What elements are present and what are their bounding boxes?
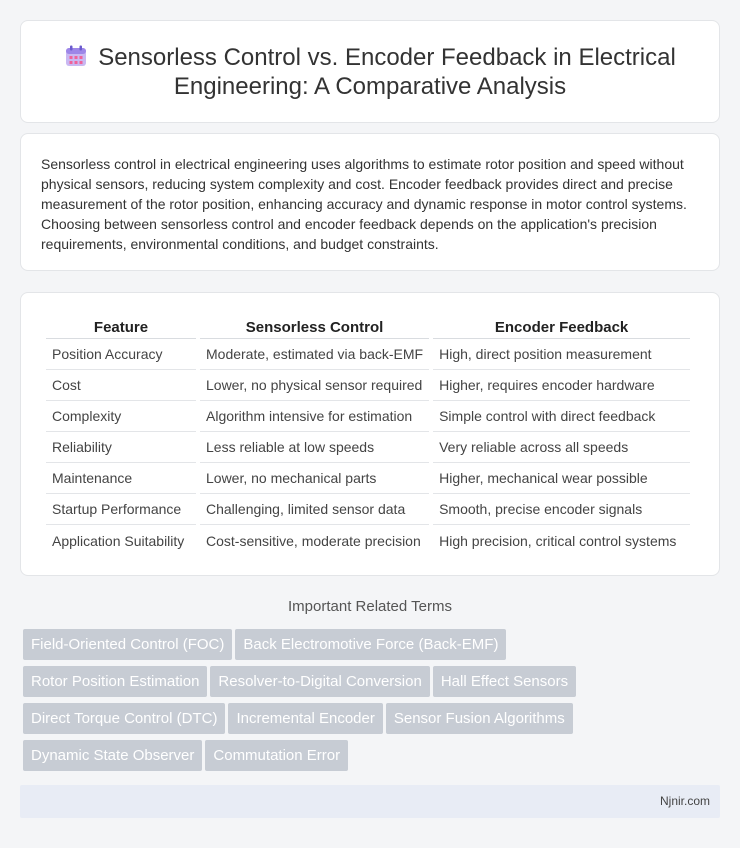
column-header-feature: Feature [46,314,196,339]
comparison-table [42,314,694,556]
table-cell: Maintenance [46,463,196,494]
comparison-table-card [20,292,720,576]
table-cell: High precision, critical control systems [439,532,677,549]
table-cell: Challenging, limited sensor data [200,494,429,525]
footer-site-link[interactable]: Njnir.com [659,794,710,808]
table-cell: Higher, mechanical wear possible [433,463,690,494]
table-cell: Complexity [46,401,196,432]
related-term-tag[interactable]: Resolver-to-Digital Conversion [210,666,429,697]
table-cell: Algorithm intensive for estimation [200,401,429,432]
footer [20,785,720,818]
related-term-tag[interactable]: Incremental Encoder [228,703,382,734]
table-cell: Simple control with direct feedback [433,401,690,432]
table-cell: Reliability [46,432,196,463]
table-cell: Application Suitability [52,532,185,549]
table-header-row [46,314,690,339]
table-row [46,339,690,370]
related-term-tag[interactable]: Commutation Error [205,740,348,771]
table-cell: High, direct position measurement [433,339,690,370]
column-header-encoder: Encoder Feedback [433,314,690,339]
related-term-tag[interactable]: Hall Effect Sensors [433,666,576,697]
related-term-tag[interactable]: Sensor Fusion Algorithms [386,703,573,734]
table-cell: Less reliable at low speeds [200,432,429,463]
title-wrap [21,43,719,101]
related-term-tag[interactable]: Rotor Position Estimation [23,666,207,697]
related-term-tag[interactable]: Back Electromotive Force (Back-EMF) [235,629,506,660]
table-row [46,370,690,401]
table-cell: Position Accuracy [46,339,196,370]
page-title-text: Sensorless Control vs. Encoder Feedback in Electrical Engineering: A Comparative Analysis [98,44,676,100]
table-cell: Cost-sensitive, moderate precision [206,532,421,549]
related-term-tag[interactable]: Direct Torque Control (DTC) [23,703,225,734]
intro-paragraph: Sensorless control in electrical engineering uses algorithms to estimate rotor position and speed without physical sensors, reducing system complexity and cost. Encoder feedback provides direct and precise measurement of the rotor position, enhancing accuracy and dynamic response in motor control systems. Choosing between sensorless control and encoder feedback depends on the application's precision requirements, environmental conditions, and budget constraints. [41,156,687,252]
table-cell: Very reliable across all speeds [433,432,690,463]
related-terms-title: Important Related Terms [288,598,452,615]
table-cell: Startup Performance [46,494,196,525]
table-cell: Cost [46,370,196,401]
table-cell: Lower, no mechanical parts [200,463,429,494]
table-row [46,401,690,432]
table-row [46,463,690,494]
table-row [46,494,690,525]
intro-card [20,133,720,271]
related-term-tag[interactable]: Dynamic State Observer [23,740,202,771]
table-row [46,432,690,463]
table-cell: Moderate, estimated via back-EMF [200,339,429,370]
table-cell: Lower, no physical sensor required [200,370,429,401]
title-card [20,20,720,123]
column-header-sensorless: Sensorless Control [200,314,429,339]
page-title [21,43,719,101]
calendar-icon [64,44,88,68]
table-cell: Higher, requires encoder hardware [433,370,690,401]
table-cell: Smooth, precise encoder signals [433,494,690,525]
table-row [46,525,690,556]
related-terms-list [23,629,723,777]
related-term-tag[interactable]: Field-Oriented Control (FOC) [23,629,232,660]
